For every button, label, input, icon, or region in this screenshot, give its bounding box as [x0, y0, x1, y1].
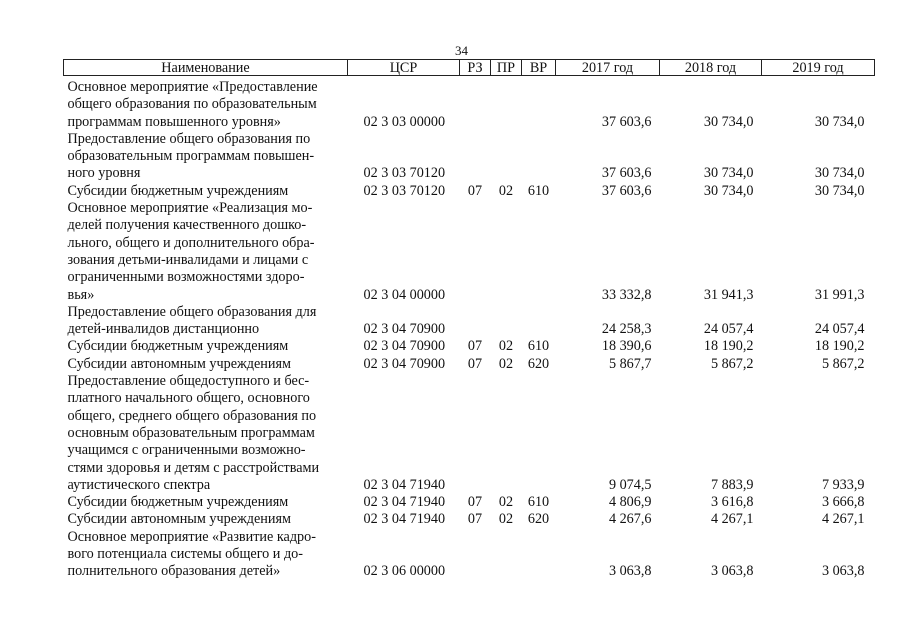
row-2019: 7 933,9 — [821, 476, 865, 493]
row-pr — [491, 529, 522, 581]
row-name: Субсидии бюджетным учреждениям — [67, 338, 289, 355]
row-2017: 4 806,9 — [608, 494, 652, 511]
row-csr: 02 3 04 00000 — [363, 286, 446, 303]
table-row — [64, 183, 875, 200]
row-2017: 37 603,6 — [601, 113, 652, 130]
row-csr: 02 3 04 70900 — [363, 338, 446, 355]
row-2017: 33 332,8 — [601, 286, 652, 303]
page-number: 34 — [455, 43, 468, 58]
row-2019: 4 267,1 — [821, 511, 865, 528]
table-row — [64, 356, 875, 373]
row-rz: 07 — [467, 182, 483, 199]
row-vr: 610 — [527, 182, 550, 199]
row-vr — [522, 373, 556, 494]
header-vr: ВР — [522, 60, 556, 76]
header-pr: ПР — [491, 60, 522, 76]
row-2019: 24 057,4 — [814, 321, 865, 338]
row-vr: 620 — [527, 355, 550, 372]
row-pr — [491, 76, 522, 131]
row-pr: 02 — [498, 494, 514, 511]
row-vr — [522, 200, 556, 304]
table-row — [64, 304, 875, 339]
row-2018: 24 057,4 — [703, 321, 754, 338]
row-2018: 7 883,9 — [710, 476, 754, 493]
row-rz — [460, 76, 491, 131]
row-name: Субсидии бюджетным учреждениям — [67, 182, 289, 199]
row-csr: 02 3 04 71940 — [363, 511, 446, 528]
table-row — [64, 494, 875, 511]
header-name: Наименование — [64, 60, 348, 76]
table-header — [64, 60, 875, 76]
row-rz — [460, 304, 491, 339]
row-2019: 30 734,0 — [814, 182, 865, 199]
row-name: Основное мероприятие «Реализация мо- делей получения качественного дошко- льного, общего и дополнительного обра- зования детьми-инвалидами и лицами с ограниченными возможностями здоро- вья» — [67, 200, 315, 303]
table-row — [64, 511, 875, 528]
table-row — [64, 529, 875, 581]
row-rz — [460, 373, 491, 494]
row-2018: 30 734,0 — [703, 165, 754, 182]
row-2017: 18 390,6 — [601, 338, 652, 355]
row-vr — [522, 76, 556, 131]
row-pr: 02 — [498, 182, 514, 199]
row-vr — [522, 529, 556, 581]
row-rz: 07 — [467, 338, 483, 355]
header-2017: 2017 год — [556, 60, 660, 76]
row-rz — [460, 200, 491, 304]
row-pr: 02 — [498, 338, 514, 355]
table-row — [64, 338, 875, 355]
row-csr: 02 3 04 70900 — [363, 355, 446, 372]
row-csr: 02 3 04 71940 — [363, 476, 446, 493]
row-name: Субсидии автономным учреждениям — [67, 355, 291, 372]
row-2017: 4 267,6 — [608, 511, 652, 528]
row-rz — [460, 529, 491, 581]
header-csr: ЦСР — [348, 60, 460, 76]
row-rz: 07 — [467, 494, 483, 511]
row-2018: 5 867,2 — [710, 355, 754, 372]
row-name: Предоставление общего образования для детей-инвалидов дистанционно — [67, 303, 317, 338]
table-row — [64, 373, 875, 494]
row-2017: 9 074,5 — [608, 476, 652, 493]
table-row — [64, 131, 875, 183]
row-2019: 31 991,3 — [814, 286, 865, 303]
row-2017: 37 603,6 — [601, 182, 652, 199]
row-vr: 620 — [527, 511, 550, 528]
row-2017: 5 867,7 — [608, 355, 652, 372]
row-pr — [491, 304, 522, 339]
row-rz: 07 — [467, 511, 483, 528]
row-pr: 02 — [498, 355, 514, 372]
row-2018: 3 616,8 — [710, 494, 754, 511]
row-pr: 02 — [498, 511, 514, 528]
budget-table — [63, 59, 875, 581]
row-2018: 31 941,3 — [703, 286, 754, 303]
row-rz — [460, 131, 491, 183]
row-2017: 37 603,6 — [601, 165, 652, 182]
table-row — [64, 76, 875, 131]
row-2018: 3 063,8 — [710, 563, 754, 580]
row-name: Субсидии автономным учреждениям — [67, 511, 291, 528]
row-2019: 30 734,0 — [814, 165, 865, 182]
row-vr: 610 — [527, 494, 550, 511]
row-2019: 3 063,8 — [821, 563, 865, 580]
row-pr — [491, 373, 522, 494]
table-row — [64, 200, 875, 304]
header-2018: 2018 год — [660, 60, 762, 76]
row-2017: 3 063,8 — [608, 563, 652, 580]
row-name: Основное мероприятие «Развитие кадро- вого потенциала системы общего и до- полнительного образования детей» — [67, 528, 316, 580]
row-2018: 18 190,2 — [703, 338, 754, 355]
row-pr — [491, 200, 522, 304]
table-body — [64, 76, 875, 581]
row-name: Предоставление общего образования по образовательным программам повышен- ного уровня — [67, 130, 315, 182]
row-csr: 02 3 03 70120 — [363, 165, 446, 182]
row-vr — [522, 304, 556, 339]
row-vr: 610 — [527, 338, 550, 355]
row-2019: 18 190,2 — [814, 338, 865, 355]
header-2019: 2019 год — [762, 60, 875, 76]
row-2019: 3 666,8 — [821, 494, 865, 511]
row-2019: 5 867,2 — [821, 355, 865, 372]
row-2017: 24 258,3 — [601, 321, 652, 338]
row-name: Субсидии бюджетным учреждениям — [67, 494, 289, 511]
row-name: Основное мероприятие «Предоставление общего образования по образовательным программам повышенного уровня» — [67, 79, 318, 130]
row-2018: 30 734,0 — [703, 113, 754, 130]
row-csr: 02 3 04 70900 — [363, 321, 446, 338]
row-csr: 02 3 03 00000 — [363, 113, 446, 130]
row-csr: 02 3 06 00000 — [363, 563, 446, 580]
row-2019: 30 734,0 — [814, 113, 865, 130]
row-csr: 02 3 04 71940 — [363, 494, 446, 511]
row-vr — [522, 131, 556, 183]
row-rz: 07 — [467, 355, 483, 372]
header-rz: РЗ — [460, 60, 491, 76]
row-pr — [491, 131, 522, 183]
row-2018: 4 267,1 — [710, 511, 754, 528]
header-row — [64, 60, 875, 76]
row-2018: 30 734,0 — [703, 182, 754, 199]
row-csr: 02 3 03 70120 — [363, 182, 446, 199]
row-name: Предоставление общедоступного и бес- платного начального общего, основного общего, среднего общего образования по основным образовательным программам учащимся с ограниченными возможно- стями здоровья и детям с расстройствами аутистического спектра — [67, 373, 320, 493]
